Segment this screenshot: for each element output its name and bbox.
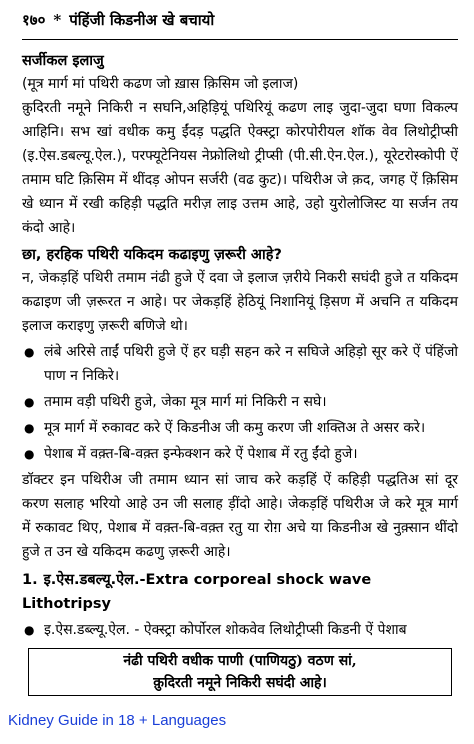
- section-heading-surgical: सर्जीकल इलाजु: [22, 53, 104, 69]
- star-separator: *: [53, 11, 62, 29]
- page-content: [22, 50, 458, 644]
- highlight-box: [28, 648, 452, 696]
- book-title: पंहिंजी किडनीअ खे बचायो: [69, 11, 215, 29]
- highlight-line-2: क़ुदिरती नमूने निकिरी सघंदी आहे।: [153, 675, 327, 691]
- list-item: ● लंबे अरिसे ताईं पथिरी हुजे ऐं हर घड़ी सहन करे न सघिजे अहिड़ो सूर करे ऐं पंहिंजो पाण न निकिरे।: [22, 340, 458, 388]
- list-item: ● पेशाब में वक़्त-बि-वक़्त इन्फेक्शन करे ऐं पेशाब में रतु ईंदो हुजे।: [22, 442, 458, 466]
- page-header: [22, 10, 462, 30]
- page-number: १७०: [22, 11, 46, 29]
- highlight-line-1: नंढी पथिरी वधीक पाणी (पाणियठु) वठण सां,: [123, 653, 357, 669]
- section-subtitle: (मूत्र मार्ग मां पथिरी कढण जो ख़ास क़िसिम जो इलाज): [22, 76, 299, 92]
- symptom-list: [22, 340, 458, 466]
- doctor-paragraph: डॉक्टर इन पथिरीअ जी तमाम ध्यान सां जाच करे कड़हिं ऐं कहिड़ी पद्धतिअ सां दूर करण सलाह भरियो आहे उन जी सलाह ड़ींदो आहे। जेकड़हिं पथिरीअ जे करे मूत्र मार्ग में रुकावट थिए, पेशाब में वक़्त-बि-वक़्त रतु या रोग़ अचे या किडनीअ खे नुक़्सान थींदो हुजे त उन खे यकिदम कढणु ज़रूरी आहे।: [22, 472, 458, 560]
- eswl-list: [22, 618, 458, 642]
- list-item: ● तमाम वड़ी पथिरी हुजे, जेका मूत्र मार्ग मां निकिरी न सघे।: [22, 390, 458, 414]
- list-item: ● इ.ऐस.डब्ल्यू.ऐल. - ऐक्स्ट्रा कोर्पोरल शोकवेव लिथोट्रीप्सी किडनी ऐं पेशाब: [22, 618, 458, 642]
- eswl-title: इ.ऐस.डबल्यू.ऐल.-Extra corporeal shock wave Lithotripsy: [22, 572, 372, 612]
- section-heading-urgent: छा, हरहिक पथिरी यकिदम कढाइणु ज़रूरी आहे?: [22, 247, 282, 263]
- surgical-paragraph: क़ुदिरती नमूने निकिरी न सघनि,अहिड़ियूं पथिरियूं कढण लाइ जुदा-जुदा घणा विकल्प आहिनि। सभ खां वधीक कमु ईंदड़ पद्धति ऐक्स्ट्रा कोरपोरीयल शॉक वेव लिथोट्रीप्सी (इ.ऐस.डबल्यू.ऐल.), परफ्यूटेनियस नेफ्रोलिथो ट्रीप्सी (पी.सी.ऐन.ऐल.), यूरेटरोस्कोपी ऐं तमाम घटि क़िसिम में थींदड़ ओपन सर्जरी (वढ कुट)। पथिरीअ जे क़द, जगह ऐं क़िसिम खे ध्यान में रखी कहिड़ी पद्धति मरीज़ लाइ उत्तम आहे, उहो युरोलोजिस्ट या सर्जन तय कंदो आहे।: [22, 100, 458, 236]
- urgent-paragraph: न, जेकड़हिं पथिरी तमाम नंढी हुजे ऐं दवा जे इलाज ज़रीये निकरी सघंदी हुजे त यकिदम कढाइण जी ज़रूरत न आहे। पर जेकड़हिं हेठियूं निशानियूं ड़िसण में अचनि त यकिदम इलाज कराइणु ज़रूरी बणिजे थो।: [22, 270, 458, 334]
- eswl-heading: [22, 568, 458, 616]
- eswl-number: 1.: [22, 572, 38, 588]
- footer-link[interactable]: Kidney Guide in 18 + Languages: [8, 712, 227, 729]
- header-rule: [22, 39, 458, 40]
- list-item: ● मूत्र मार्ग में रुकावट करे ऐं किडनीअ जी कमु करण जी शक्तिअ ते असर करे।: [22, 416, 458, 440]
